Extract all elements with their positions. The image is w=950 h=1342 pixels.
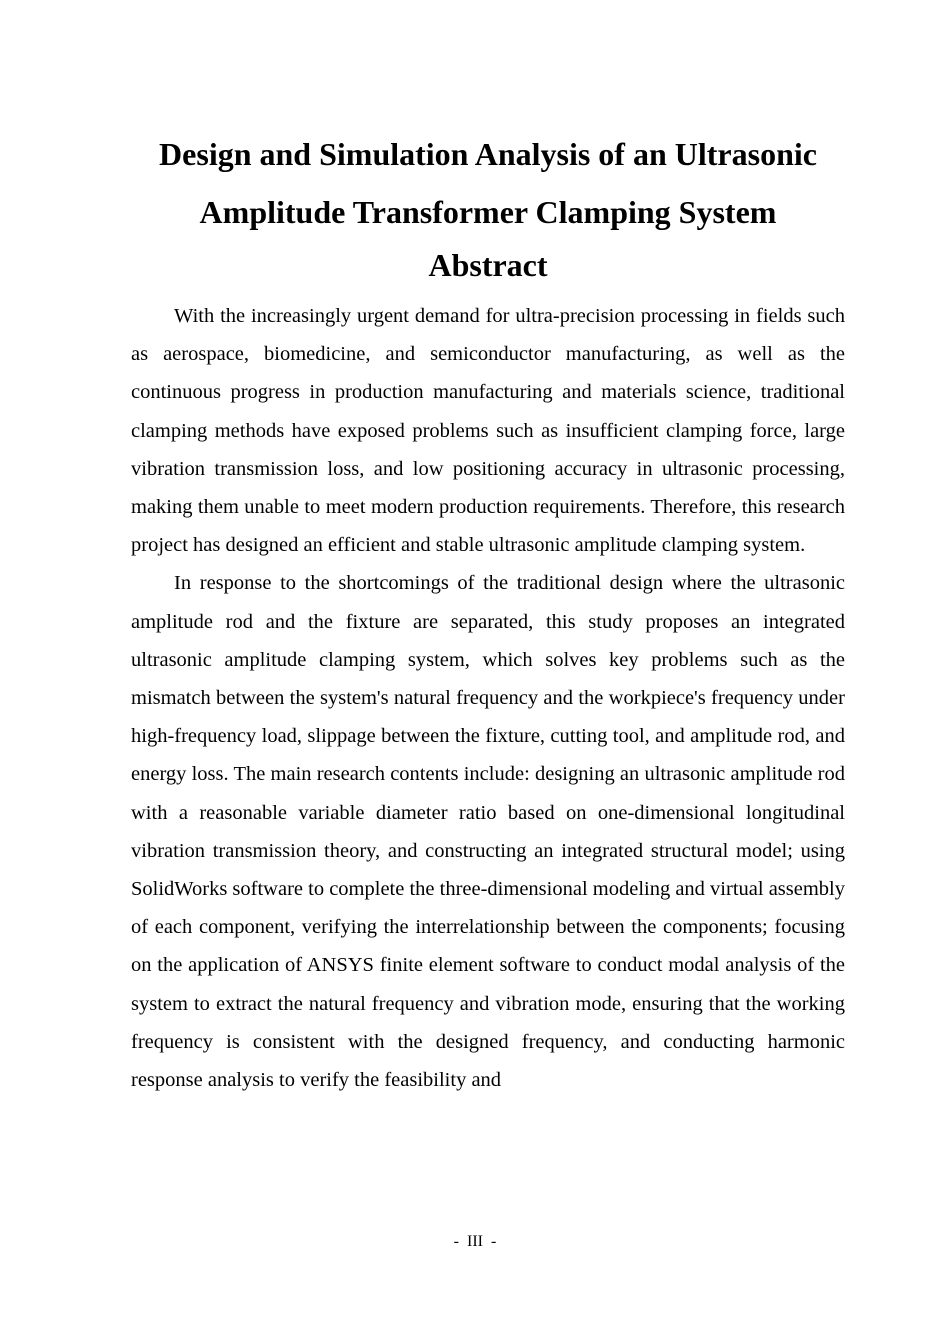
abstract-body [131,297,845,1099]
abstract-paragraph: In response to the shortcomings of the traditional design where the ultrasonic amplitude rod and the fixture are separated, this study proposes an integrated ultrasonic amplitude clamping system, which solves key problems such as the mismatch between the system's natural frequency and the workpiece's frequency under high-frequency load, slippage between the fixture, cutting tool, and amplitude rod, and energy loss. The main research contents include: designing an ultrasonic amplitude rod with a reasonable variable diameter ratio based on one-dimensional longitudinal vibration transmission theory, and constructing an integrated structural model; using SolidWorks software to complete the three-dimensional modeling and virtual assembly of each component, verifying the interrelationship between the components; focusing on the application of ANSYS finite element software to conduct modal analysis of the system to extract the natural frequency and vibration mode, ensuring that the working frequency is consistent with the designed frequency, and conducting harmonic response analysis to verify the feasibility and [131,572,845,1092]
document-title: Design and Simulation Analysis of an Ultrasonic Amplitude Transformer Clamping System [159,136,817,230]
abstract-heading: Abstract [428,247,548,283]
page-number: - III - [453,1233,497,1250]
abstract-paragraph: With the increasingly urgent demand for ultra-precision processing in fields such as aerospace, biomedicine, and semiconductor manufacturing, as well as the continuous progress in production manufacturing and materials science, traditional clamping methods have exposed problems such as insufficient clamping force, large vibration transmission loss, and low positioning accuracy in ultrasonic processing, making them unable to meet modern production requirements. Therefore, this research project has designed an efficient and stable ultrasonic amplitude clamping system. [131,305,845,557]
